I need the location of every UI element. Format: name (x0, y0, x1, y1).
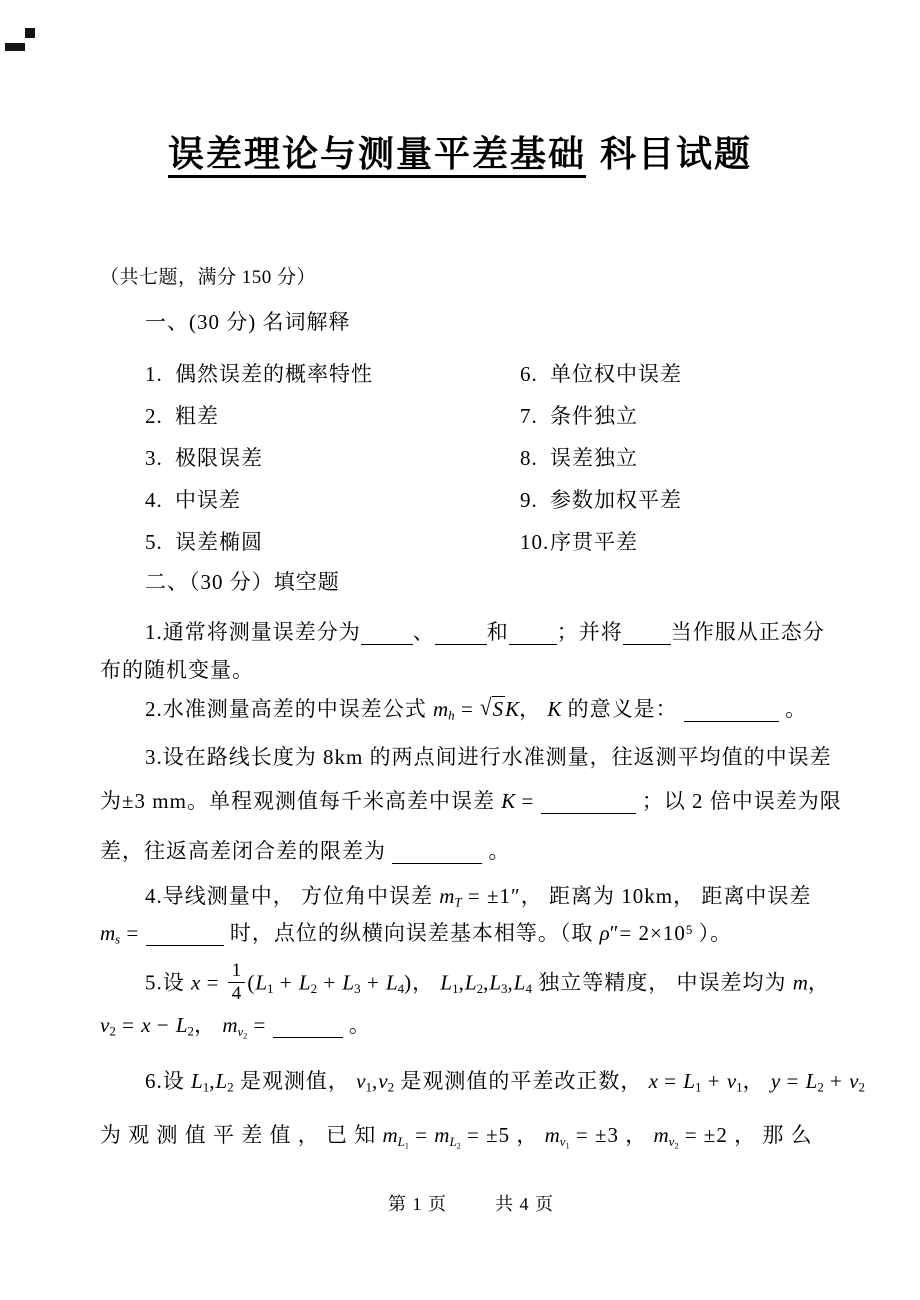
term-item (145, 526, 263, 556)
q6-line-2: 为 观 测 值 平 差 值 ， 已 知 $m_{L_1} = m_{L_2} = \pm 5$ ， $m_{v_1} = \pm 3$ ， $m_{v_2} = \pm 2$ ， 那 么 (100, 1123, 813, 1150)
section-1-heading: 一、(30 分) 名词解释 (145, 310, 351, 334)
fill-in-blank (435, 625, 487, 645)
q5-line-1: 5.设 x = $\frac{1}{4}$ $(L_1 + L_2 + L_3 + L_4)$， $L_1,L_2,L_3,L_4$ 独立等精度， 中误差均为 m， (145, 960, 830, 1005)
fill-in-blank (623, 625, 671, 645)
q3-line-1: 3.设在路线长度为 8km 的两点间进行水准测量，往返测平均值的中误差 (145, 745, 832, 769)
term-label: 偶然误差的概率特性 (175, 362, 373, 386)
q4-line-1: 4.导线测量中， 方位角中误差 $m_T = \pm 1''$， 距离为 10km， 距离中误差 (145, 884, 812, 910)
fill-in-blank (509, 625, 557, 645)
term-item (145, 358, 373, 388)
page-number: 第 1 页 (388, 1194, 447, 1214)
fill-in-blank (146, 926, 224, 946)
term-label: 极限误差 (175, 446, 263, 470)
section-2-heading: 二、（30 分）填空题 (145, 570, 340, 594)
term-item (145, 442, 263, 472)
scan-ink-mark (25, 28, 35, 38)
q1-line-1: 1.通常将测量误差分为 、 和 ；并将 当作服从正态分 (145, 620, 825, 644)
q3-line-3: 差，往返高差闭合差的限差为 。 (100, 839, 511, 863)
scan-ink-mark (5, 43, 25, 51)
exam-title-course: 误差理论与测量平差基础 (168, 134, 586, 178)
q1-line-2: 布的随机变量。 (100, 658, 254, 682)
exam-title (0, 126, 920, 177)
term-number: 9. (520, 488, 538, 512)
term-number: 2. (145, 404, 163, 428)
term-item (520, 484, 682, 514)
term-label: 单位权中误差 (550, 362, 682, 386)
term-item (520, 442, 638, 472)
term-label: 误差椭圆 (175, 530, 263, 554)
term-item (145, 400, 219, 430)
fill-in-blank (392, 844, 482, 864)
term-label: 误差独立 (550, 446, 638, 470)
term-number: 5. (145, 530, 163, 554)
term-label: 中误差 (175, 488, 241, 512)
fill-in-blank (541, 794, 636, 814)
term-item (145, 484, 241, 514)
term-number: 1. (145, 362, 163, 386)
term-number: 6. (520, 362, 538, 386)
fill-in-blank (273, 1018, 343, 1038)
term-number: 8. (520, 446, 538, 470)
term-label: 粗差 (175, 404, 219, 428)
q4-line-2: $m_s$ = 时，点位的纵横向误差基本相等。（取 $\rho''= 2\times 10^5$ ）。 (100, 921, 733, 947)
fill-in-blank (684, 702, 779, 722)
page-footer (0, 1190, 920, 1216)
term-label: 参数加权平差 (550, 488, 682, 512)
total-pages: 共 4 页 (495, 1194, 554, 1214)
term-label: 序贯平差 (550, 530, 638, 554)
q5-line-2: $v_2 = x - L_2$， $m_{v_2}$ = 。 (100, 1013, 371, 1040)
term-number: 10. (520, 530, 550, 554)
total-score-note: （共七题，满分 150 分） (100, 267, 317, 288)
fill-in-blank (361, 625, 413, 645)
term-item (520, 358, 682, 388)
term-number: 3. (145, 446, 163, 470)
q6-line-1: 6.设 $L_1,L_2$ 是观测值， $v_1,v_2$ 是观测值的平差改正数， $x = L_1 + v_1$， $y = L_2 + v_2$ (145, 1069, 865, 1095)
term-number: 7. (520, 404, 538, 428)
term-number: 4. (145, 488, 163, 512)
q3-line-2: 为±3 mm。单程观测值每千米高差中误差 K = ；以 2 倍中误差为限 (100, 789, 842, 813)
q2-line-1: 2.水准测量高差的中误差公式 $m_h = √SK$， K 的意义是： 。 (145, 693, 808, 723)
term-item (520, 400, 638, 430)
exam-title-suffix: 科目试题 (600, 134, 753, 174)
term-label: 条件独立 (550, 404, 638, 428)
term-item (520, 526, 638, 556)
